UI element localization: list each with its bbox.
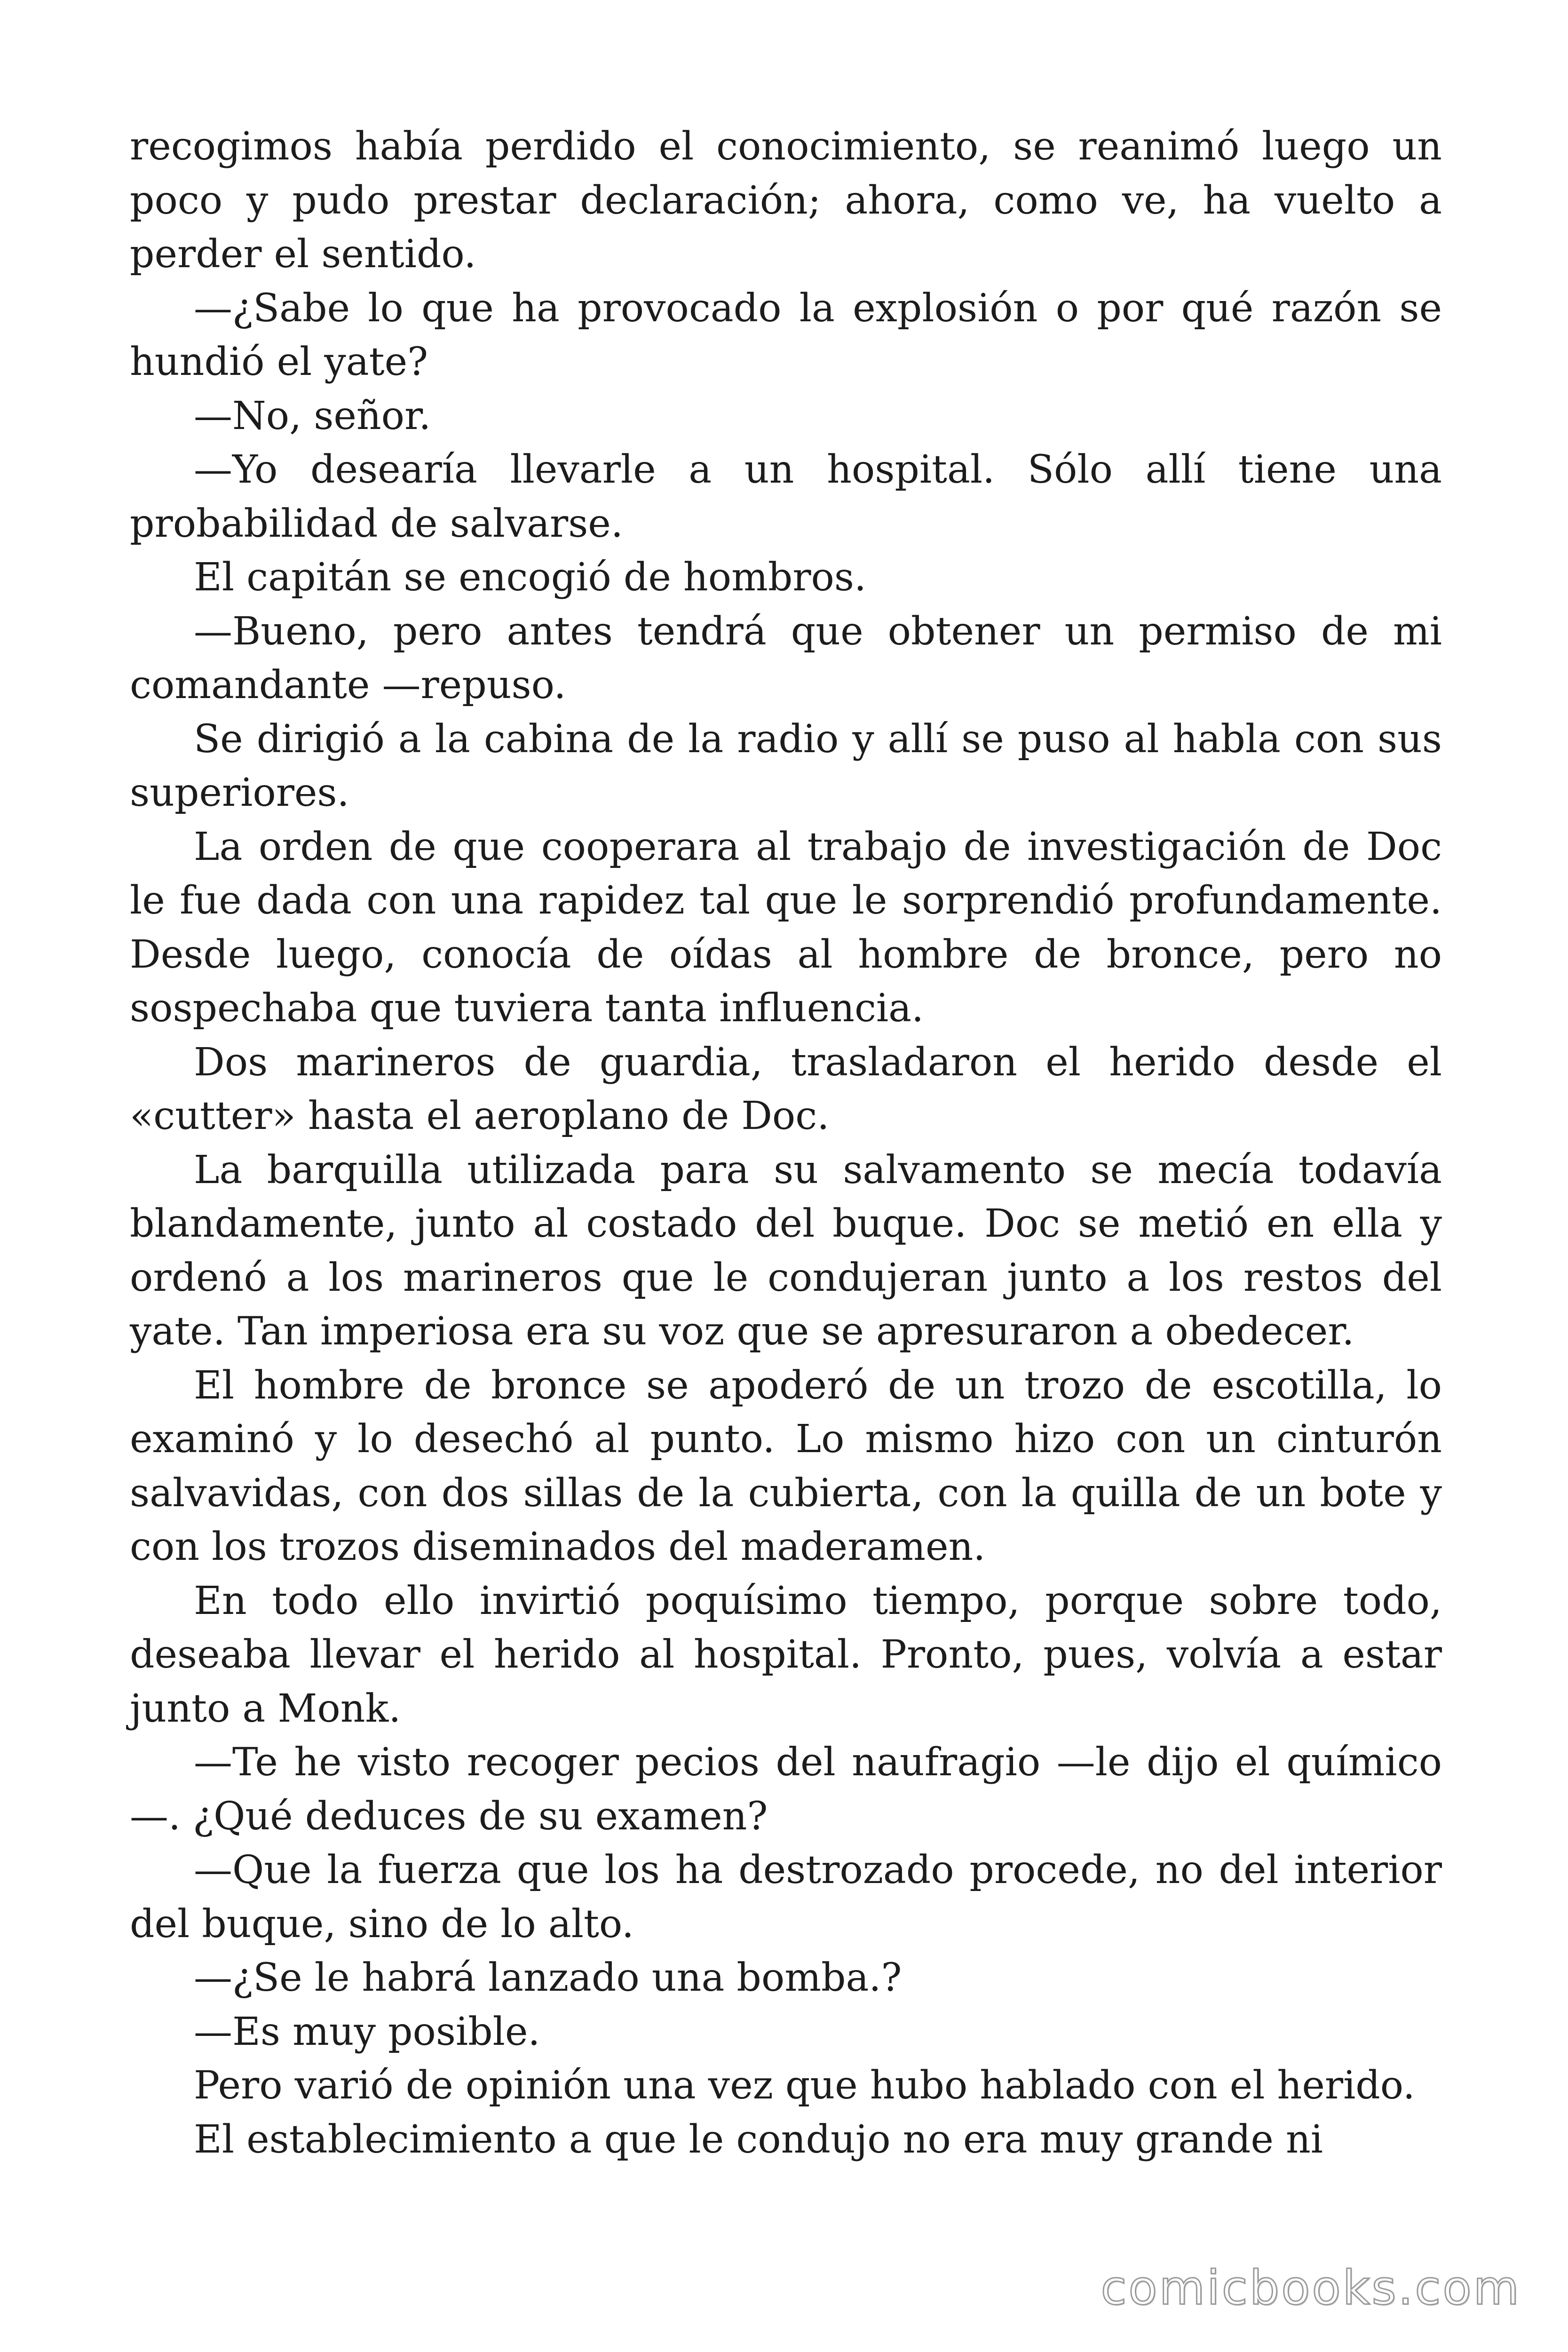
paragraph: La barquilla utilizada para su salvamento se mecía todavía blandamente, junto al costado del buque. Doc se metió en ella y ordenó a los marineros que le condujeran junto a los restos del yate. Tan imperiosa era su voz que se apresuraron a obedecer.: [130, 1147, 1442, 1354]
paragraph: El hombre de bronce se apoderó de un trozo de escotilla, lo examinó y lo desechó al punto. Lo mismo hizo con un cinturón salvavidas, con dos sillas de la cubierta, con la quilla de un bote y con los trozos diseminados del maderamen.: [130, 1363, 1442, 1569]
paragraph: El establecimiento a que le condujo no era muy grande ni: [194, 2117, 1323, 2162]
paragraph-continued: recogimos había perdido el conocimiento, se reanimó luego un poco y pudo prestar declaración; ahora, como ve, ha vuelto a perder el sentido.: [130, 124, 1442, 277]
paragraph: —Que la fuerza que los ha destrozado procede, no del interior del buque, sino de lo alto.: [130, 1848, 1442, 1947]
paragraph: —Te he visto recoger pecios del naufragio —le dijo el químico —. ¿Qué deduces de su examen?: [130, 1740, 1442, 1839]
paragraph: —Bueno, pero antes tendrá que obtener un permiso de mi comandante —repuso.: [130, 609, 1442, 707]
watermark: comicbooks.com: [1101, 2260, 1521, 2315]
paragraph: —Es muy posible.: [194, 2009, 540, 2054]
paragraph: —Yo desearía llevarle a un hospital. Sólo allí tiene una probabilidad de salvarse.: [130, 447, 1442, 546]
paragraph: En todo ello invirtió poquísimo tiempo, porque sobre todo, deseaba llevar el herido al hospital. Pronto, pues, volvía a estar junto a Monk.: [130, 1578, 1442, 1731]
paragraph: El capitán se encogió de hombros.: [194, 555, 867, 600]
paragraph: Dos marineros de guardia, trasladaron el herido desde el «cutter» hasta el aeroplano de Doc.: [130, 1040, 1442, 1138]
paragraph: —¿Se le habrá lanzado una bomba.?: [194, 1955, 902, 2000]
paragraph: La orden de que cooperara al trabajo de investigación de Doc le fue dada con una rapidez tal que le sorprendió profundamente. Desde luego, conocía de oídas al hombre de bronce, pero no sospechaba que tuviera tanta influencia.: [130, 824, 1442, 1031]
paragraph: —¿Sabe lo que ha provocado la explosión o por qué razón se hundió el yate?: [130, 286, 1442, 384]
paragraph: —No, señor.: [194, 393, 431, 438]
paragraph: Pero varió de opinión una vez que hubo hablado con el herido.: [194, 2063, 1415, 2108]
book-page-text: [130, 120, 1442, 2167]
paragraph: Se dirigió a la cabina de la radio y allí se puso al habla con sus superiores.: [130, 716, 1442, 815]
